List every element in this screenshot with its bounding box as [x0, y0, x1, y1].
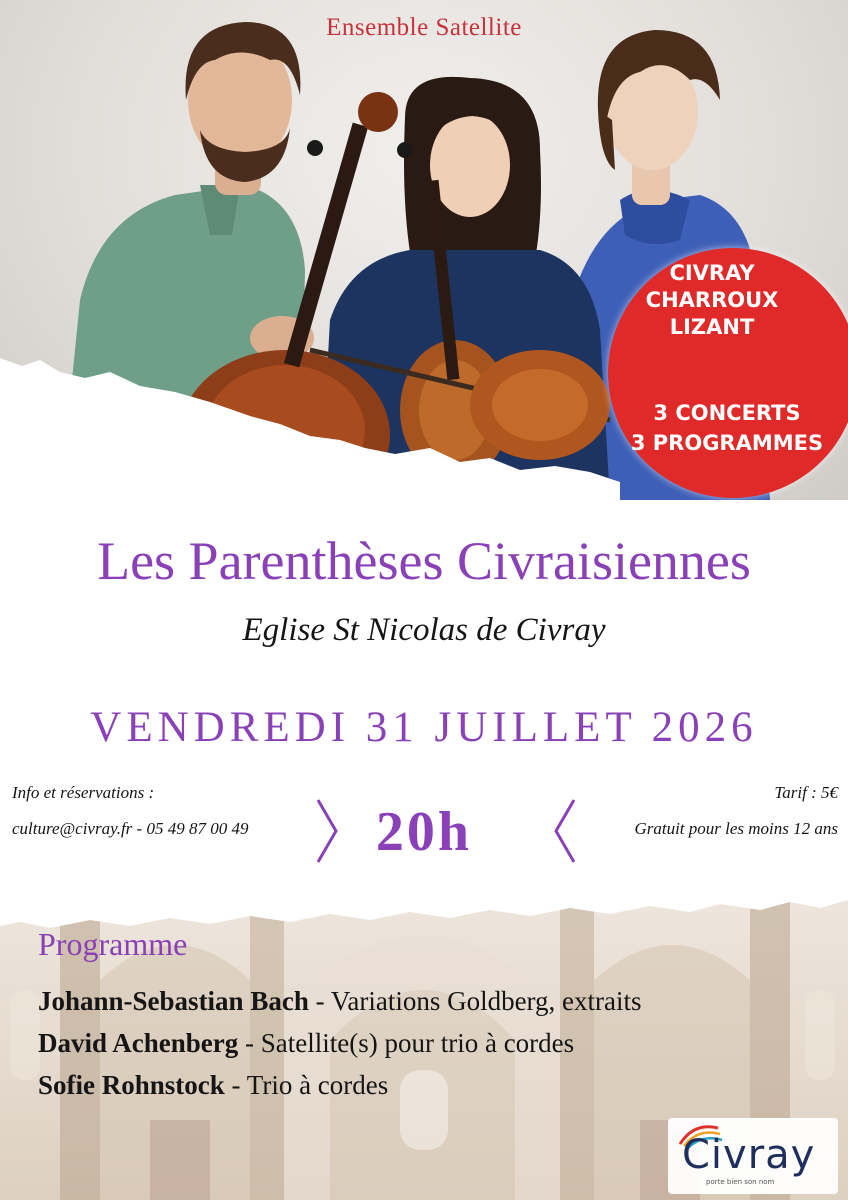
badge-town: CIVRAY [669, 261, 755, 285]
event-date: VENDREDI 31 JUILLET 2026 [90, 704, 758, 751]
badge-concerts [608, 398, 846, 458]
logo-word: Civray [682, 1132, 816, 1178]
badge-concert-line: 3 CONCERTS [653, 401, 801, 425]
badge-concert-line: 3 PROGRAMMES [630, 431, 824, 455]
composer-name: Sofie Rohnstock [38, 1070, 225, 1100]
event-title: Les Parenthèses Civraisiennes [97, 531, 751, 591]
reservation-contact[interactable]: culture@civray.fr - 05 49 87 00 49 [12, 819, 249, 838]
work-title: - Satellite(s) pour trio à cordes [238, 1028, 575, 1058]
venue-name: Eglise St Nicolas de Civray [242, 612, 606, 648]
reservation-label: Info et réservations : [12, 783, 155, 802]
work-title: - Variations Goldberg, extraits [308, 986, 642, 1016]
work-title: - Trio à cordes [224, 1070, 389, 1100]
composer-name: Johann-Sebastian Bach [38, 986, 309, 1016]
price: Tarif : 5€ [774, 783, 838, 802]
event-time: 20h [375, 801, 473, 863]
badge-towns [608, 260, 816, 341]
tour-badge [608, 248, 848, 498]
badge-town: CHARROUX [645, 288, 779, 312]
programme-list [38, 980, 838, 1106]
civray-logo [668, 1118, 838, 1194]
hero-photo [0, 0, 848, 500]
composer-name: David Achenberg [38, 1028, 239, 1058]
list-item [38, 1022, 838, 1064]
logo-tagline: porte bien son nom [706, 1178, 775, 1186]
programme-title: Programme [38, 926, 188, 962]
free-entry: Gratuit pour les moins 12 ans [634, 819, 838, 838]
ensemble-name: Ensemble Satellite [326, 14, 522, 41]
pricing-info [548, 775, 838, 847]
list-item [38, 980, 838, 1022]
badge-town: LIZANT [669, 315, 755, 339]
list-item [38, 1064, 838, 1106]
